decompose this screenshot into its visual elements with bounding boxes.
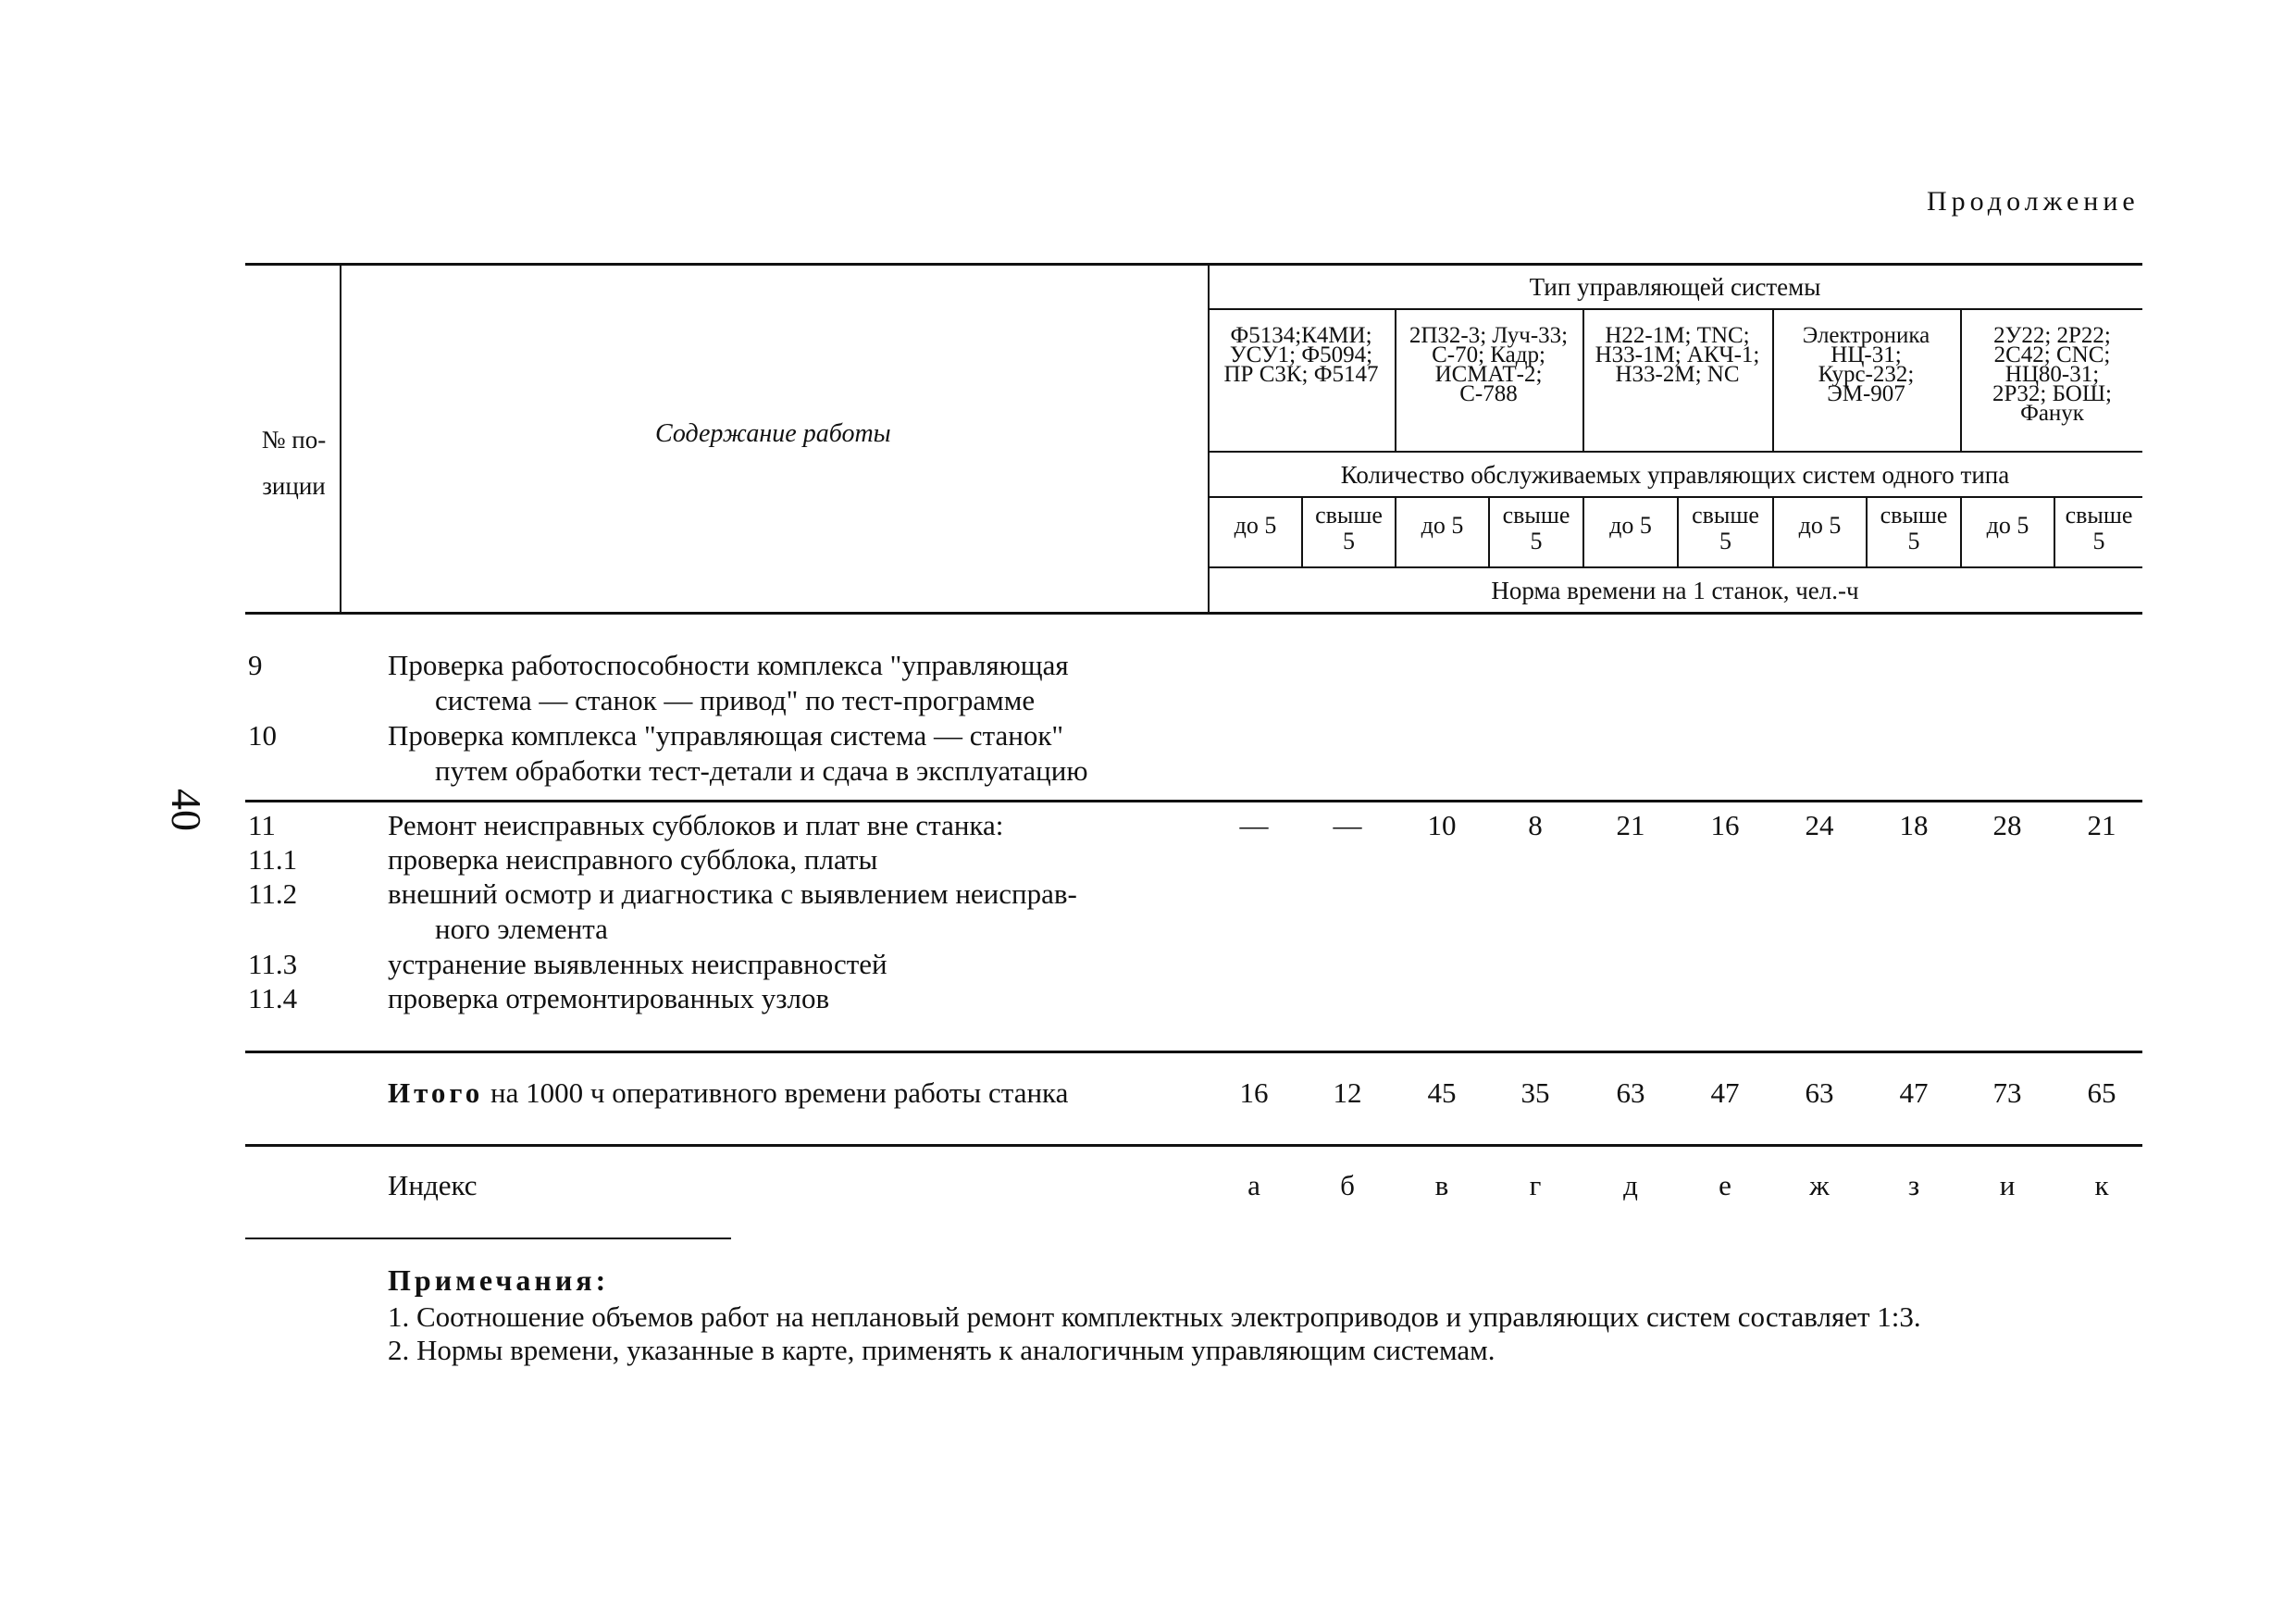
row-text: Ремонт неисправных субблоков и плат вне станка: — [388, 809, 1004, 841]
system-name-line: УСУ1; Ф5094; — [1229, 342, 1373, 367]
system-name-line: 2П32-3; Луч-33; — [1409, 323, 1569, 348]
total-value: 16 — [1239, 1076, 1269, 1109]
total-label-spaced: Итого — [388, 1076, 484, 1109]
system-group-2 — [1396, 323, 1581, 406]
index-value: а — [1247, 1169, 1260, 1201]
row-text: внешний осмотр и диагностика с выявлением неисправ- — [388, 877, 1077, 910]
up-to-5-label: до 5 — [1234, 512, 1277, 539]
notes-title: Примечания: — [388, 1263, 610, 1297]
section-rule — [245, 1051, 2142, 1053]
row-num-11: 11 — [248, 809, 276, 841]
system-group-3 — [1584, 323, 1770, 387]
row-num-11-1: 11.1 — [248, 843, 298, 876]
total-value: 45 — [1427, 1076, 1457, 1109]
note-item: 2. Нормы времени, указанные в карте, применять к аналогичным управляющим системам. — [388, 1334, 1496, 1366]
row-text: проверка отремонтированных узлов — [388, 982, 830, 1014]
content-col-header: Содержание работы — [655, 419, 891, 448]
system-name-line: НЦ80-31; — [2004, 362, 2100, 387]
row-text: устранение выявленных неисправностей — [388, 948, 887, 980]
total-value: 73 — [1992, 1076, 2022, 1109]
page-number: 40 — [163, 789, 210, 831]
system-type-title: Тип управляющей системы — [1529, 273, 1821, 301]
over-5-label — [1679, 503, 1772, 554]
row-text: путем обработки тест-детали и сдача в эксплуатацию — [435, 754, 1088, 787]
index-value: г — [1529, 1169, 1542, 1201]
row-num-11-2: 11.2 — [248, 877, 298, 910]
index-value: в — [1434, 1169, 1449, 1201]
row-text: Проверка работоспособности комплекса "управляющая — [388, 649, 1069, 681]
over-5-label — [2055, 503, 2142, 554]
over-5-line: свыше — [1692, 502, 1759, 529]
system-name-line: 2У22; 2Р22; — [1993, 323, 2111, 348]
row-text: Проверка комплекса "управляющая система — станок" — [388, 719, 1064, 752]
section-rule — [245, 1144, 2142, 1147]
header-divider-2 — [1208, 263, 1210, 614]
total-value: 63 — [1616, 1076, 1645, 1109]
row-11-value: 28 — [1992, 809, 2022, 841]
norm-title: Норма времени на 1 станок, чел.-ч — [1491, 577, 1859, 604]
up-to-5-label: до 5 — [1986, 512, 2029, 539]
up-to-5-label: до 5 — [1609, 512, 1652, 539]
row-11-value: 24 — [1805, 809, 1834, 841]
table-top-rule — [245, 263, 2142, 266]
system-name-line: 2С42; CNC; — [1993, 342, 2111, 367]
row-11-value: — — [1239, 809, 1269, 841]
system-name-line: Курс-232; — [1818, 362, 1915, 387]
index-value: б — [1340, 1169, 1355, 1201]
system-name-line: НЦ-31; — [1831, 342, 1902, 367]
note-item: 1. Соотношение объемов работ на неплановый ремонт комплектных электроприводов и управляющих систем составляет 1:3. — [388, 1300, 1921, 1333]
up-to-5-label: до 5 — [1798, 512, 1842, 539]
over-5-line: 5 — [1719, 528, 1731, 554]
index-label: Индекс — [388, 1169, 478, 1201]
count-title-rule — [1208, 496, 2142, 498]
over-5-label — [1303, 503, 1395, 554]
over-5-line: свыше — [1315, 502, 1383, 529]
total-value: 12 — [1333, 1076, 1362, 1109]
system-name-line: Ф5134;К4МИ; — [1230, 323, 1372, 348]
system-group-5 — [1962, 323, 2142, 426]
system-type-rule — [1208, 308, 2142, 310]
over-5-line: 5 — [1343, 528, 1355, 554]
row-11-value: 18 — [1899, 809, 1929, 841]
row-num-11-4: 11.4 — [248, 982, 298, 1014]
over-5-line: 5 — [1907, 528, 1920, 554]
header-divider-1 — [340, 263, 341, 614]
header-bottom-rule — [245, 612, 2142, 615]
row-11-value: 8 — [1528, 809, 1543, 841]
index-value: и — [1999, 1169, 2016, 1201]
total-value: 47 — [1710, 1076, 1740, 1109]
system-name-line: С-70; Кадр; — [1432, 342, 1545, 367]
notes-rule — [245, 1238, 731, 1239]
row-num-9: 9 — [248, 649, 263, 681]
row-text: система — станок — привод" по тест-программе — [435, 684, 1036, 716]
system-name-line: ПР С3К; Ф5147 — [1223, 362, 1379, 387]
total-value: 47 — [1899, 1076, 1929, 1109]
system-name-line: 2Р32; БОШ; — [1992, 381, 2112, 406]
total-value: 35 — [1520, 1076, 1550, 1109]
row-11-value: 10 — [1427, 809, 1457, 841]
system-name-line: ИСМАТ-2; — [1434, 362, 1543, 387]
over-5-label — [1490, 503, 1582, 554]
total-value: 63 — [1805, 1076, 1834, 1109]
position-col-header-line: зиции — [262, 472, 326, 500]
system-name-line: Фанук — [2020, 401, 2084, 426]
row-11-value: 21 — [1616, 809, 1645, 841]
continuation-label: Продолжение — [1927, 186, 2140, 217]
index-value: ж — [1809, 1169, 1830, 1201]
over-5-line: свыше — [2065, 502, 2133, 529]
row-11-value: 16 — [1710, 809, 1740, 841]
position-col-header — [250, 417, 338, 509]
system-name-line: Н33-2М; NC — [1615, 362, 1740, 387]
over-5-line: 5 — [2092, 528, 2105, 554]
total-value: 65 — [2087, 1076, 2116, 1109]
system-name-line: Н33-1М; АКЧ-1; — [1595, 342, 1760, 367]
up-to-5-label: до 5 — [1421, 512, 1464, 539]
index-value: е — [1719, 1169, 1731, 1201]
over-5-label — [1868, 503, 1960, 554]
system-name-line: Н22-1М; TNC; — [1605, 323, 1750, 348]
row-11-value: 21 — [2087, 809, 2116, 841]
system-group-4 — [1774, 323, 1958, 406]
row-num-10: 10 — [248, 719, 277, 752]
count-title: Количество обслуживаемых управляющих систем одного типа — [1340, 461, 2010, 489]
position-col-header-line: № по- — [261, 426, 327, 454]
row-11-value: — — [1333, 809, 1362, 841]
row-text: проверка неисправного субблока, платы — [388, 843, 878, 876]
total-label-rest: на 1000 ч оперативного времени работы станка — [490, 1076, 1069, 1109]
system-name-line: Электроника — [1802, 323, 1930, 348]
index-value: д — [1623, 1169, 1638, 1201]
index-value: з — [1907, 1169, 1920, 1201]
over-5-line: свыше — [1880, 502, 1948, 529]
total-label — [388, 1078, 1068, 1107]
over-5-line: 5 — [1530, 528, 1543, 554]
over-5-line: свыше — [1502, 502, 1570, 529]
system-name-line: С-788 — [1459, 381, 1518, 406]
row-text: ного элемента — [435, 913, 608, 945]
system-names-rule — [1208, 451, 2142, 453]
section-rule — [245, 800, 2142, 802]
system-group-1 — [1210, 323, 1393, 387]
system-name-line: ЭМ-907 — [1827, 381, 1905, 406]
count-values-rule — [1208, 566, 2142, 568]
row-num-11-3: 11.3 — [248, 948, 298, 980]
index-value: к — [2094, 1169, 2109, 1201]
